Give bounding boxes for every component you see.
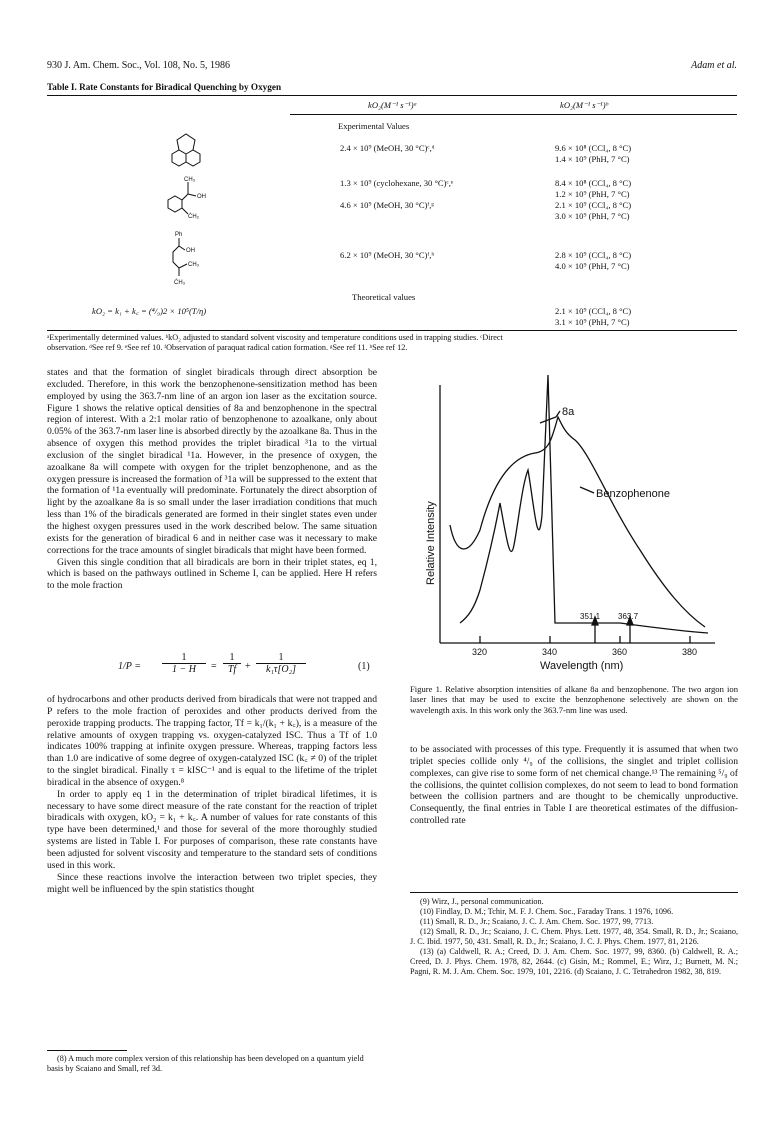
- references: [410, 897, 738, 977]
- table-theo-col2a: 2.1 × 10⁹ (CCl₄, 8 °C): [555, 306, 632, 316]
- table-row2-col2b: 1.2 × 10⁹ (PhH, 7 °C): [555, 189, 630, 199]
- label-363-7: 363.7: [618, 612, 639, 621]
- eq-plus: +: [245, 661, 251, 672]
- label-8a: 8a: [562, 406, 575, 418]
- ref-10: (10) Findlay, D. M.; Tchir, M. F. J. Chem. Soc., Faraday Trans. 1 1976, 1096.: [420, 907, 674, 916]
- equation-1: [118, 652, 378, 684]
- table-footnote-line1: ᵃExperimentally determined values. ᵇkO₂ adjusted to standard solvent viscosity and temperature conditions used in trapping studies. ᶜDirect: [47, 333, 503, 342]
- label-benzophenone: Benzophenone: [596, 488, 671, 500]
- table-row1-col2b: 1.4 × 10⁹ (PhH, 7 °C): [555, 154, 630, 164]
- right-column-text: [410, 744, 738, 827]
- paragraph-1: states and that the formation of singlet biradicals through direct absorption be excluded. Therefore, in this work the benzophenone-sensitization method has been employed by using the 363.7-nm line of an argon ion laser as the excitation source. Figure 1 shows the relative optical densities of 8a and benzophenone in the spectral region of interest. With a 2:1 molar ratio of benzophenone to azoalkane, only about 0.05% of the 363.7-nm laser line is absorbed directly by the azoalkane 8a. Thus in the absence of oxygen this method provides the triplet biradical ³1a to the virtual exclusion of the singlet biradical ¹1a. However, in the presence of oxygen, the azoalkane 8a will compete with oxygen for the triplet benzophenone, and as the oxygen pressure is increased the formation of ³1a will be suppressed to the extent that the formation of ¹1a eventually will predominate. Fortunately the direct absorption of light by the azoalkane 8a is so small under the laser irradiation conditions that much less than 1% of the biradicals generated are formed in their singlet states even under the highest oxygen pressures used in the work described below. The same situation exists for the generation of biradical 6 and in neither case was it necessary to make corrections for the trace amounts of singlet biradicals that might have been formed.: [47, 367, 377, 556]
- struct-label-ch3-b: CH₃: [188, 262, 200, 268]
- struct-label-ch3: CH₃: [184, 177, 196, 183]
- figure-y-label: Relative Intensity: [425, 501, 437, 585]
- benzophenone-curve: [450, 417, 705, 627]
- paragraph-5: Since these reactions involve the interaction between two triplet species, they might well be influenced by the spin statistics thought: [47, 871, 377, 895]
- footnote-8: (8) A much more complex version of this relationship has been developed on a quantum yield basis by Scaiano and Small, ref 3d.: [47, 1054, 364, 1073]
- eq-frac1-num: 1: [181, 652, 187, 663]
- tick-label-380: 380: [682, 647, 698, 657]
- structure-hydroxy-biradical-icon: [162, 174, 222, 220]
- eq-frac2-den: Tf: [223, 663, 241, 675]
- table-row4-col2b: 4.0 × 10⁹ (PhH, 7 °C): [555, 261, 630, 271]
- table-title: Table I. Rate Constants for Biradical Quenching by Oxygen: [47, 82, 282, 92]
- structure-acenaphthene-icon: [160, 128, 210, 170]
- table-theo-col2b: 3.1 × 10⁹ (PhH, 7 °C): [555, 317, 630, 327]
- eq-frac3: [256, 652, 306, 675]
- paragraph-right-1: to be associated with processes of this type. Frequently it is assumed that when two triplet species collide only ⁴/₉ of the collisions, the singlet and triplet collision complexes, can give rise to some form of net chemical change.¹³ The remaining ⁵/₉ of the collisions, the quintet collision complexes, do not seem to lead to bond formation between the collision partners and are thought to be chemically unproductive. Consequently, the final entries in Table I are theoretical estimates of the diffusion-controlled rate: [410, 744, 738, 827]
- figure-x-label: Wavelength (nm): [540, 660, 624, 672]
- label-351-1: 351.1: [580, 612, 601, 621]
- table-col2-header: kO₂(M⁻¹ s⁻¹)ᵇ: [560, 100, 608, 110]
- table-section-theoretical: Theoretical values: [352, 292, 416, 302]
- eq-frac1: [162, 652, 206, 675]
- ref-12: (12) Small, R. D., Jr.; Scaiano, J. C. Chem. Phys. Lett. 1977, 48, 354. Small, R. D., Jr.; Scaiano, J. C. Ibid. 1977, 50, 431. Small, R. D., Jr.; Scaiano, J. C. J. Phys. Chem. 1977, 81, 2126.: [410, 927, 738, 946]
- table-theoretical-equation: kO₂ = k₁ + k꜀ = (⁴/₉)2 × 10⁵(T/η): [92, 306, 207, 316]
- eq-frac1-den: 1 − H: [162, 663, 206, 675]
- table-row2-col1: 1.3 × 10⁹ (cyclohexane, 30 °C)ᶜ,ᵉ: [340, 178, 454, 188]
- table-row4-col2a: 2.8 × 10⁹ (CCl₄, 8 °C): [555, 250, 632, 260]
- struct-label-ch2: ĊH₂: [188, 214, 199, 220]
- eq-number: (1): [358, 661, 370, 672]
- figure-1-caption: Figure 1. Relative absorption intensities of alkane 8a and benzophenone. The two argon ion laser lines that may be used to excite the benzophenone selectively are shown on the wavelength axis. In this work only the 363.7-nm line was used.: [410, 684, 738, 715]
- table-row3-col1: 4.6 × 10⁹ (MeOH, 30 °C)ᶠ,ᵍ: [340, 200, 434, 210]
- table-row2-col2a: 8.4 × 10⁸ (CCl₄, 8 °C): [555, 178, 632, 188]
- table-bottom-rule: [47, 330, 737, 331]
- table-row3-col2b: 3.0 × 10⁹ (PhH, 7 °C): [555, 211, 630, 221]
- struct-label-ph: Ph: [175, 232, 183, 238]
- struct-label-oh: OH: [197, 194, 206, 200]
- running-header-left: 930 J. Am. Chem. Soc., Vol. 108, No. 5, 1986: [47, 60, 230, 71]
- ref-13: (13) (a) Caldwell, R. A.; Creed, D. J. Am. Chem. Soc. 1977, 99, 8360. (b) Caldwell, R. A.; Creed, D. J. Phys. Chem. 1978, 82, 2644. (c) Gisin, M.; Rommel, E.; Wirz, J.; Burnett, M. N.; Pagni, R. M. J. Am. Chem. Soc. 1979, 101, 2216. (d) Scaiano, J. C. Tetrahedron 1982, 38, 819.: [410, 947, 738, 976]
- tick-label-360: 360: [612, 647, 628, 657]
- table-row4-col1: 6.2 × 10⁹ (MeOH, 30 °C)ᶠ,ʰ: [340, 250, 435, 260]
- eq-frac3-den: k₁τ[O₂]: [256, 663, 306, 675]
- eq-frac2-num: 1: [229, 652, 235, 663]
- paragraph-4: In order to apply eq 1 in the determination of triplet biradical lifetimes, it is necessary to have some direct measure of the rate constant for the reaction of triplet biradicals with oxygen, kO₂ = k₁ + k꜀. A number of values for rate constants of this type have been determined,¹ and those for several of the more thoroughly studied systems are listed in Table I. For purposes of comparison, these rate constants have been adjusted for solvent viscosity and temperature to the standard sets of conditions used in this work.: [47, 788, 377, 871]
- eq-equals: =: [211, 661, 217, 672]
- eq-lhs: 1/P =: [118, 661, 141, 672]
- eq-frac2: [223, 652, 241, 675]
- table-header-rule: [290, 114, 737, 115]
- table-col1-header: kO₂(M⁻¹ s⁻¹)ᵃ: [368, 100, 418, 110]
- table-row1-col1: 2.4 × 10⁹ (MeOH, 30 °C)ᶜ,ᵈ: [340, 143, 435, 153]
- struct-label-ch3-c: ĊH₃: [174, 280, 186, 286]
- table-section-experimental: Experimental Values: [338, 121, 410, 131]
- struct-label-oh2: OH: [186, 248, 195, 254]
- table-row3-col2a: 2.1 × 10⁹ (CCl₄, 8 °C): [555, 200, 632, 210]
- eq-frac3-num: 1: [278, 652, 284, 663]
- left-column-bottom: [47, 694, 377, 895]
- paragraph-2: Given this single condition that all biradicals are born in their triplet states, eq 1, which is based on the pathways outlined in Scheme I, can be applied. Here H refers to the mole fraction: [47, 556, 377, 592]
- structure-phenyl-biradical-icon: [165, 228, 215, 286]
- paragraph-3: of hydrocarbons and other products derived from biradicals that were not trapped and P refers to the mole fraction of peroxides and other products derived from the peroxide trapping products. The trapping factor, Tf = k₁/(k₁ + k꜀), is a measure of the relative amounts of oxygen trapping vs. oxygen-catalyzed ISC. Thus a Tf of 1.0 indicates 100% trapping at infinite oxygen pressure. Whereas, trapping factors less than 1.0 are indicative of some degree of oxygen-catalyzed ISC (k꜀ ≠ 0) of the triplet to the singlet biradical. Finally τ = kISC⁻¹ and is equal to the lifetime of the triplet biradical in the absence of oxygen.⁸: [47, 694, 377, 788]
- table-row1-col2a: 9.6 × 10⁸ (CCl₄, 8 °C): [555, 143, 632, 153]
- table-footnote-line2: observation. ᵈSee ref 9. ᵉSee ref 10. ᶠObservation of paraquat radical cation formation. ᵍSee ref 11. ʰSee ref 12.: [47, 343, 408, 352]
- left-column-top: [47, 367, 377, 592]
- table-top-rule: [47, 95, 737, 96]
- ref-9: (9) Wirz, J., personal communication.: [420, 897, 544, 906]
- footnote-rule: [47, 1050, 127, 1051]
- tick-label-320: 320: [472, 647, 488, 657]
- tick-label-340: 340: [542, 647, 558, 657]
- running-header-right: Adam et al.: [691, 60, 737, 71]
- label-benzophenone-pointer: [580, 487, 594, 493]
- figure-1-spectrum: [410, 365, 740, 675]
- ref-11: (11) Small, R. D., Jr.; Scaiano, J. C. J. Am. Chem. Soc. 1977, 99, 7713.: [420, 917, 654, 926]
- references-rule: [410, 892, 738, 893]
